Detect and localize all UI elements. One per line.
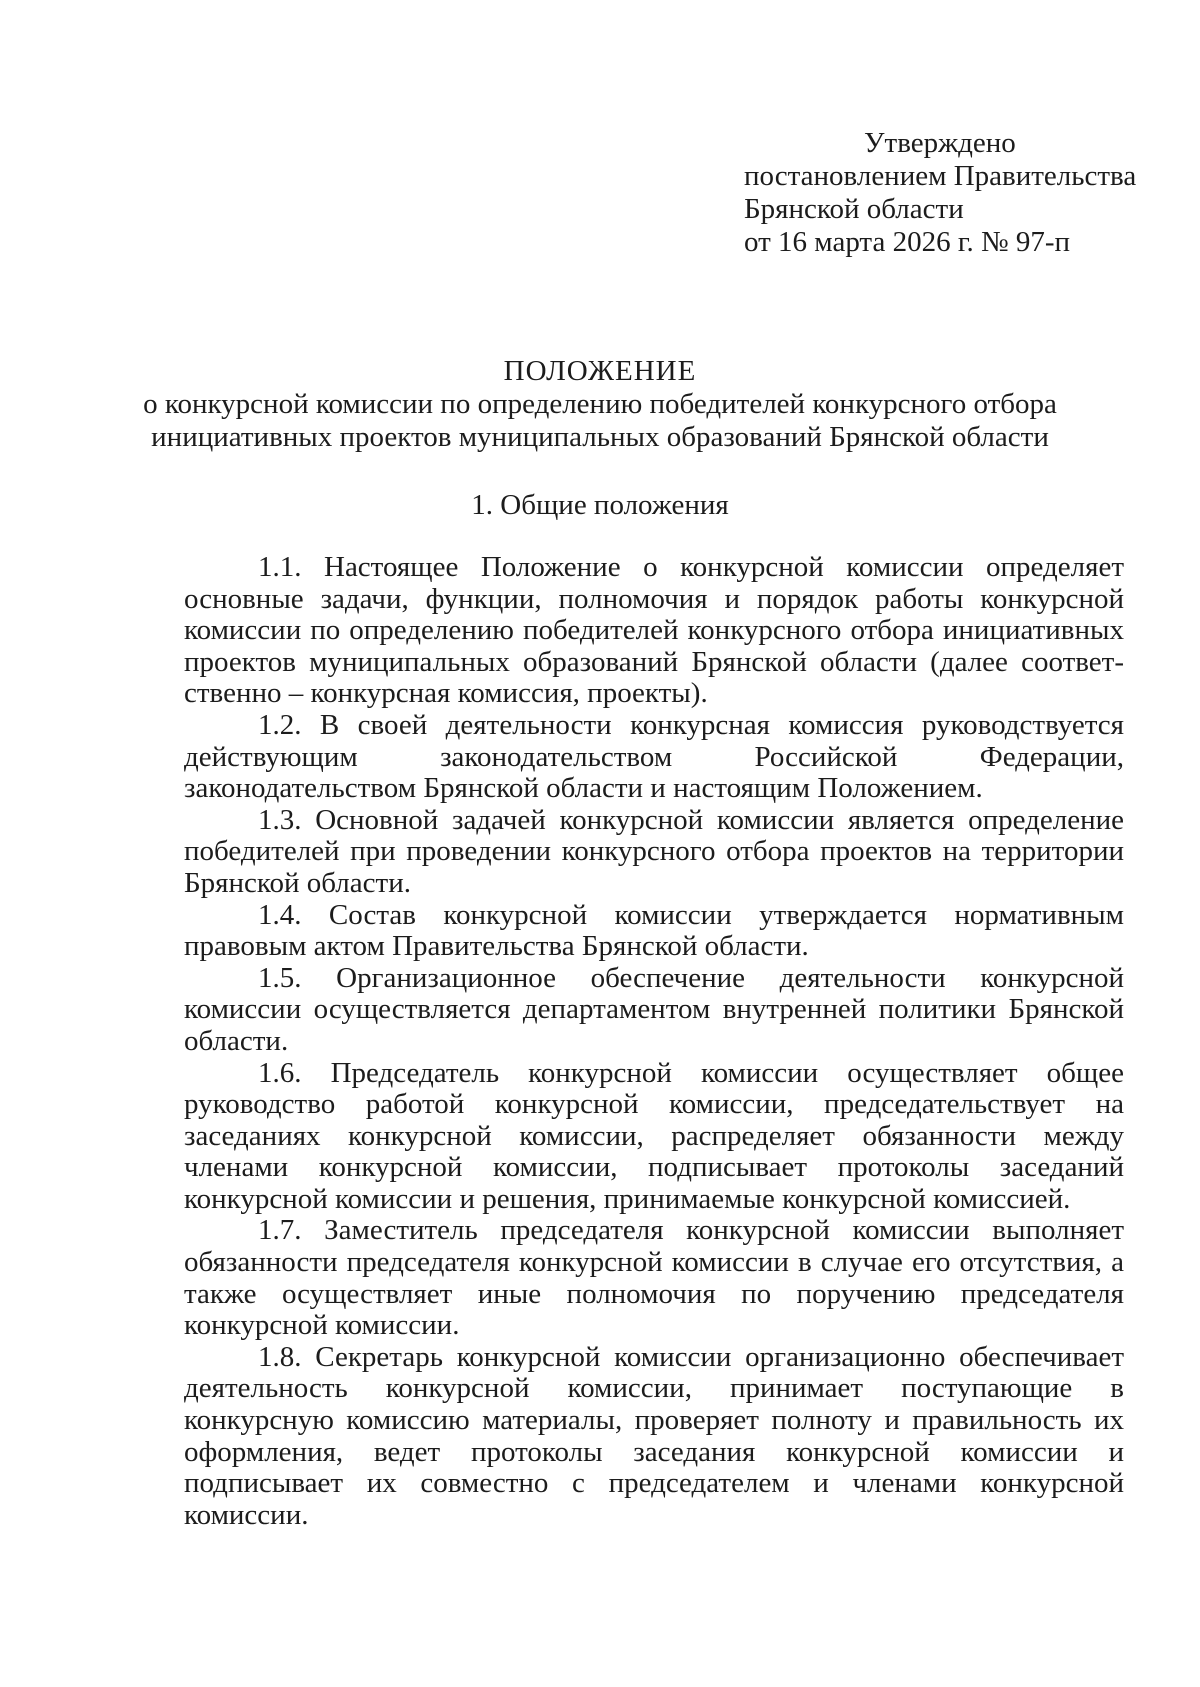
title-main: ПОЛОЖЕНИЕ <box>503 355 697 387</box>
section-heading: 1. Общие положения <box>471 489 729 521</box>
paragraph-1-5: 1.5. Организационное обеспечение деятельности конкурсной комиссии осуществляется департаментом внутренней политики Брянской области. <box>184 961 1124 1057</box>
paragraph-1-3: 1.3. Основной задачей конкурсной комиссии является определение победителей при проведении конкурсного отбора проектов на территории Брянской области. <box>184 803 1124 899</box>
approval-label: Утверждено <box>864 127 1016 159</box>
paragraph-1-7: 1.7. Заместитель председателя конкурсной комиссии выполняет обязанности председателя конкурсной комиссии в случае его отсутствия, а также осуществляет иные полномочия по поручению председателя конкурсной комиссии. <box>184 1214 1124 1342</box>
paragraph-1-6: 1.6. Председатель конкурсной комиссии осуществляет общее руководство работой конкурсной комиссии, председательствует на заседаниях конкурсной комиссии, распределяет обязанности между членами конкурсной комиссии, подписывает протоколы заседаний конкурсной комиссии и решения, принимаемые конкурсной комиссией. <box>184 1056 1124 1215</box>
paragraph-1-1: 1.1. Настоящее Положение о конкурсной комиссии определяет основные задачи, функции, полномочия и порядок работы конкурсной комиссии по определению победителей конкурсного отбора инициативных проектов муниципальных образований Брянской области (далее соответственно – конкурсная комиссия, проекты). <box>184 551 1124 710</box>
paragraph-1-2: 1.2. В своей деятельности конкурсная комиссия руководствуется действующим законодательством Российской Федерации, законодательством Брянской области и настоящим Положением. <box>184 708 1124 805</box>
approval-authority: постановлением Правительства <box>744 160 1137 192</box>
paragraph-1-4: 1.4. Состав конкурсной комиссии утверждается нормативным правовым актом Правительства Брянской области. <box>184 898 1124 963</box>
document-body <box>184 552 1124 1531</box>
approval-stamp <box>744 127 1136 259</box>
approval-date-number: от 16 марта 2026 г. № 97-п <box>744 226 1071 258</box>
paragraph-1-8: 1.8. Секретарь конкурсной комиссии организационно обеспечивает деятельность конкурсной комиссии, принимает поступающие в конкурсную комиссию материалы, проверяет полноту и правильность их оформления, ведет протоколы заседания конкурсной комиссии и подписывает их совместно с председателем и членами конкурсной комиссии. <box>184 1340 1124 1531</box>
approval-region: Брянской области <box>744 193 964 225</box>
title-subtitle-line-2: инициативных проектов муниципальных образований Брянской области <box>151 421 1049 453</box>
title-subtitle-line-1: о конкурсной комиссии по определению победителей конкурсного отбора <box>143 388 1057 420</box>
document-title <box>0 355 1200 454</box>
